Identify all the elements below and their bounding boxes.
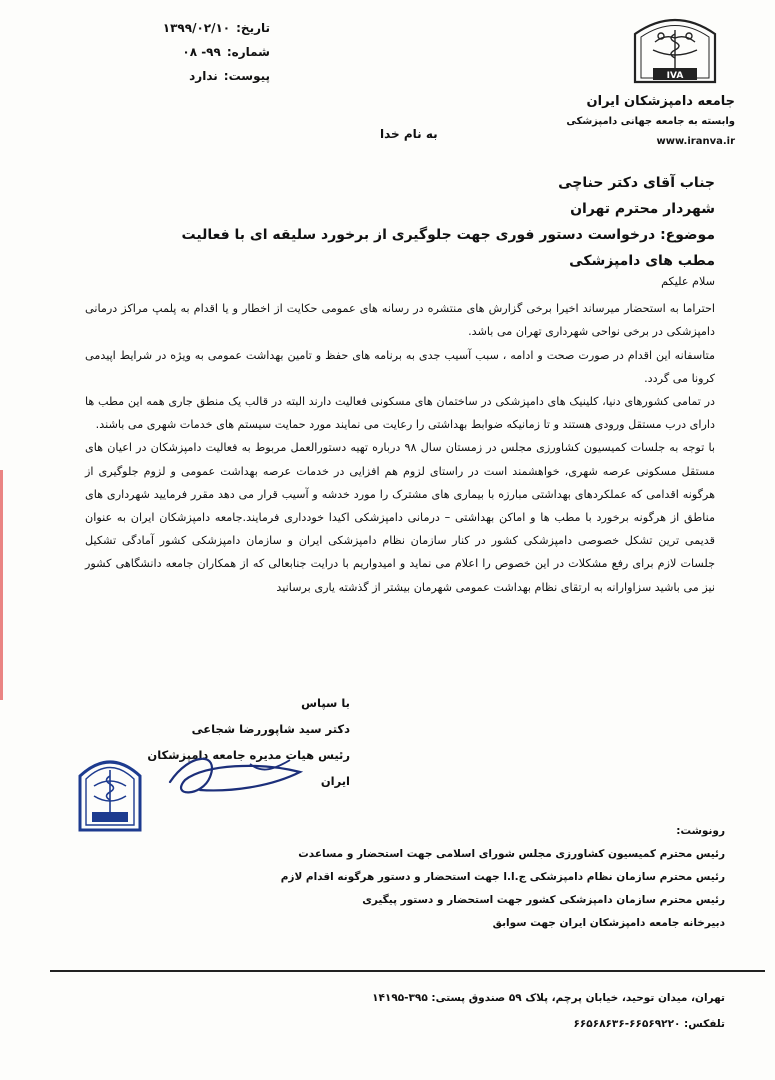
number-row xyxy=(160,40,270,64)
org-info xyxy=(555,92,735,152)
footer-divider xyxy=(50,970,765,972)
attachment-row xyxy=(160,64,270,88)
org-logo xyxy=(625,12,725,92)
date-value: ۱۳۹۹/۰۲/۱۰ xyxy=(162,21,231,35)
paragraph-4: با توجه به جلسات کمیسیون کشاورزی مجلس در زمستان سال ۹۸ درباره تهیه دستورالعمل مربوط به فعالیت دامپزشکان در اعیان های مستقل مسکونی عرصه شهری، خواهشمند است در راستای لزوم هم افزایی در خدمات عرصه بهداشت عمومی و لزوم جلوگیری از هرگونه اقدامی که عملکردهای بهداشتی مبارزه با بیماری های مشترک را مورد خدشه و آسیب قرار می دهد مقرر فرمایید شهرداری های مناطق از هرگونه برخورد با مطب ها و اماکن بهداشتی – درمانی دامپزشکی اکیدا خودداری فرمایند.جامعه دامپزشکان ایران به عنوان قدیمی ترین تشکل خصوصی دامپزشکی کشور در کنار سازمان نظام دامپزشکی ایران و سازمان دامپزشکی کشور آمادگی تشکیل جلسات لازم برای رفع مشکلات در این خصوص را اعلام می نماید و امیدواریم با درایت جنابعالی که از همکاران جامعه دانشگاهی کشور نیز می باشید سزاوارانه به ارتقای نظام بهداشت عمومی شهرمان بیشتر از گذشته یاری برسانید xyxy=(85,441,715,594)
date-label: تاریخ: xyxy=(236,21,270,35)
signer-name: دکتر سید شاپوررضا شجاعی xyxy=(191,722,350,736)
letter-subject: موضوع: درخواست دستور فوری جهت جلوگیری از برخورد سلیقه ای با فعالیت مطب های دامپزشکی xyxy=(181,227,715,269)
date-row xyxy=(160,16,270,40)
org-url: www.iranva.ir xyxy=(656,136,735,147)
org-name: جامعه دامپزشکان ایران xyxy=(586,94,735,109)
letter-meta xyxy=(160,16,270,88)
cc-item: دبیرخانه جامعه دامپزشکان ایران جهت سوابق xyxy=(492,917,725,929)
greeting: سلام علیکم xyxy=(661,275,715,288)
paragraph-3: در تمامی کشورهای دنیا، کلینیک های دامپزشکی در ساختمان های مسکونی فعالیت دارند البته در قالب یک منطق جاری همه این مطب ها دارای درب مستقل ورودی هستند و تا زمانیکه ضوابط بهداشتی را رعایت می نمایند مورد حمایت سیستم های خدمات شهری می باشند. xyxy=(85,395,715,432)
cc-item: رئیس محترم سازمان نظام دامپزشکی ج.ا.ا جهت استحضار و دستور هرگونه اقدام لازم xyxy=(280,871,725,883)
attachment-value: ندارد xyxy=(189,69,218,83)
scan-edge-mark xyxy=(0,470,3,700)
recipient-title: شهردار محترم تهران xyxy=(570,201,715,217)
number-value: ۰۸ -۹۹ xyxy=(182,45,221,59)
footer xyxy=(265,985,725,1037)
footer-address: تهران، میدان توحید، خیابان پرچم، پلاک ۵۹ صندوق پستی: ۳۹۵-۱۴۱۹۵ xyxy=(372,992,725,1004)
number-label: شماره: xyxy=(226,45,270,59)
cc-item: رئیس محترم سازمان دامپزشکی کشور جهت استحضار و دستور پیگیری xyxy=(362,894,725,906)
org-affiliation: وابسته به جامعه جهانی دامپزشکی xyxy=(566,116,735,127)
signer-title: رئیس هیات مدیره جامعه دامپزشکان ایران xyxy=(147,748,350,788)
cc-label: رونوشت: xyxy=(676,825,725,837)
attachment-label: پیوست: xyxy=(223,69,270,83)
letter-body xyxy=(85,270,715,599)
handwritten-signature xyxy=(150,742,320,812)
closing: با سپاس xyxy=(301,696,350,710)
logo-text: IVA xyxy=(666,71,684,81)
footer-phone: تلفکس: ۶۶۵۶۹۲۲۰-۶۶۵۶۸۶۳۶ xyxy=(573,1018,725,1030)
recipient-name: جناب آقای دکتر حناچی xyxy=(558,175,715,191)
paragraph-2: متاسفانه این اقدام در صورت صحت و ادامه ، سبب آسیب جدی به برنامه های حفظ و تامین بهداشت عمومی به ویژه در شرایط اپیدمی کرونا می گردد. xyxy=(85,348,715,385)
cc-block xyxy=(245,820,725,935)
paragraph-1: احتراما به استحضار میرساند اخیرا برخی گزارش های منتشره در رسانه های عمومی حکایت از اخطار و یا اقدام به پلمپ مراکز درمانی دامپزشکی در برخی نواحی شهرداری تهران می باشد. xyxy=(85,302,715,339)
cc-item: رئیس محترم کمیسیون کشاورزی مجلس شورای اسلامی جهت استحضار و مساعدت xyxy=(298,848,725,860)
org-stamp xyxy=(76,752,144,836)
bismillah-heading: به نام خدا xyxy=(380,127,438,141)
recipient-block xyxy=(155,170,715,274)
